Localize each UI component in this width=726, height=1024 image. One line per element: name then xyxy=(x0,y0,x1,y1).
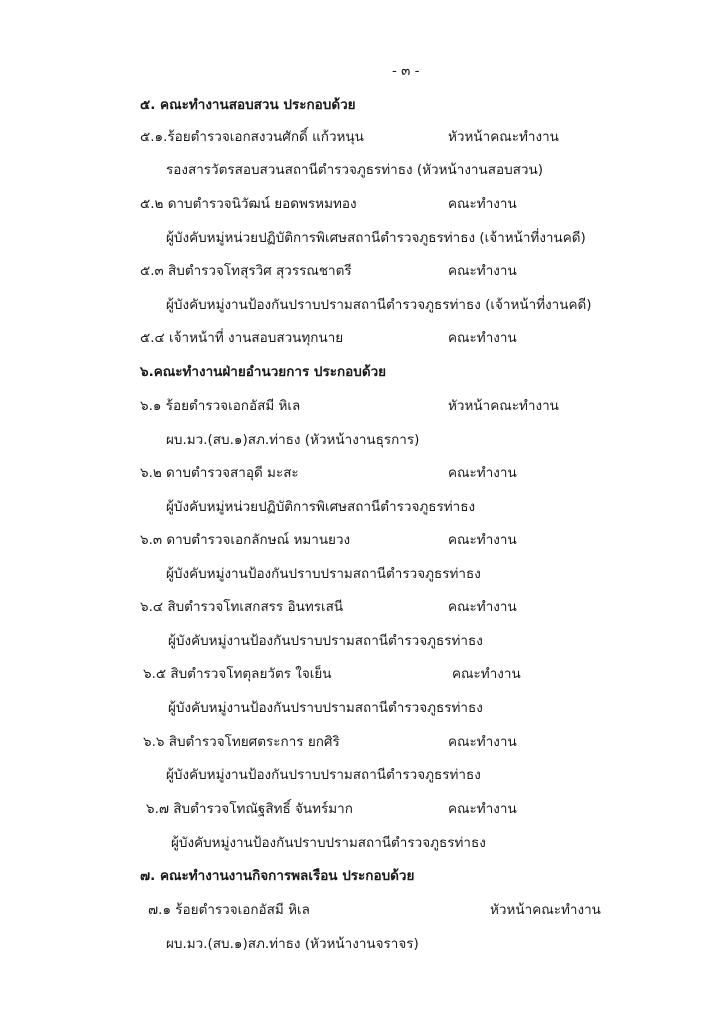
member-6-2-role: คณะทำงาน xyxy=(448,465,517,481)
member-6-4-position: ผู้บังคับหมู่งานป้องกันปราบปรามสถานีตำรวจภูธรท่าธง xyxy=(168,633,483,649)
member-6-6-name: ๖.๖ สิบตำรวจโทยศตระการ ยกศิริ xyxy=(143,734,340,750)
member-6-1-name: ๖.๑ ร้อยตำรวจเอกอัสมี หิเล xyxy=(140,398,301,414)
member-6-5-name: ๖.๕ สิบตำรวจโทตุลยวัตร ใจเย็น xyxy=(143,666,332,682)
section-6-heading: ๖.คณะทำงานฝ่ายอำนวยการ ประกอบด้วย xyxy=(140,364,387,380)
member-6-6-position: ผู้บังคับหมู่งานป้องกันปราบปรามสถานีตำรวจภูธรท่าธง xyxy=(166,767,481,783)
member-5-3-position: ผู้บังคับหมู่งานป้องกันปราบปรามสถานีตำรวจภูธรท่าธง (เจ้าหน้าที่งานคดี) xyxy=(166,297,592,313)
section-7-heading: ๗. คณะทำงานงานกิจการพลเรือน ประกอบด้วย xyxy=(140,868,415,884)
member-6-3-position: ผู้บังคับหมู่งานป้องกันปราบปรามสถานีตำรวจภูธรท่าธง xyxy=(166,566,481,582)
member-5-1-position: รองสารวัตรสอบสวนสถานีตำรวจภูธรท่าธง (หัวหน้างานสอบสวน) xyxy=(166,162,543,178)
member-7-1-position: ผบ.มว.(สบ.๑)สภ.ท่าธง (หัวหน้างานจราจร) xyxy=(166,936,419,952)
member-6-5-position: ผู้บังคับหมู่งานป้องกันปราบปรามสถานีตำรวจภูธรท่าธง xyxy=(168,700,483,716)
member-7-1-name: ๗.๑ ร้อยตำรวจเอกอัสมี หิเล xyxy=(148,902,310,918)
member-6-4-name: ๖.๔ สิบตำรวจโทเสกสรร อินทรเสนี xyxy=(140,599,344,615)
member-6-3-name: ๖.๓ ดาบตำรวจเอกลักษณ์ หมานยวง xyxy=(140,532,351,548)
member-6-3-role: คณะทำงาน xyxy=(448,532,517,548)
member-6-4-role: คณะทำงาน xyxy=(448,599,517,615)
member-5-2-position: ผู้บังคับหมู่หน่วยปฏิบัติการพิเศษสถานีตำรวจภูธรท่าธง (เจ้าหน้าที่งานคดี) xyxy=(166,230,586,246)
section-5-heading: ๕. คณะทำงานสอบสวน ประกอบด้วย xyxy=(140,97,356,113)
member-5-1-role: หัวหน้าคณะทำงาน xyxy=(448,129,559,145)
member-6-5-role: คณะทำงาน xyxy=(452,666,521,682)
member-5-3-role: คณะทำงาน xyxy=(448,263,517,279)
member-6-1-role: หัวหน้าคณะทำงาน xyxy=(448,398,559,414)
member-6-1-position: ผบ.มว.(สบ.๑)สภ.ท่าธง (หัวหน้างานธุรการ) xyxy=(166,432,420,448)
page-number: - ๓ - xyxy=(392,63,420,79)
member-6-7-name: ๖.๗ สิบตำรวจโทณัฐสิทธิ์ จันทร์มาก xyxy=(146,801,353,817)
member-5-1-name: ๕.๑.ร้อยตำรวจเอกสงวนศักดิ์ แก้วหนุน xyxy=(140,129,364,145)
member-7-1-role: หัวหน้าคณะทำงาน xyxy=(490,902,601,918)
member-5-4-name: ๕.๔ เจ้าหน้าที่ งานสอบสวนทุกนาย xyxy=(140,330,344,346)
member-5-2-name: ๕.๒ ดาบตำรวจนิวัฒน์ ยอดพรหมทอง xyxy=(140,196,357,212)
member-6-6-role: คณะทำงาน xyxy=(448,734,517,750)
member-5-2-role: คณะทำงาน xyxy=(448,196,517,212)
member-5-3-name: ๕.๓ สิบตำรวจโทสุรวิศ สุวรรณชาตรี xyxy=(140,263,352,279)
member-6-2-position: ผู้บังคับหมู่หน่วยปฏิบัติการพิเศษสถานีตำรวจภูธรท่าธง xyxy=(166,499,476,515)
member-6-7-role: คณะทำงาน xyxy=(448,801,517,817)
member-6-2-name: ๖.๒ ดาบตำรวจสาอุดี มะสะ xyxy=(140,465,299,481)
member-6-7-position: ผู้บังคับหมู่งานป้องกันปราบปรามสถานีตำรวจภูธรท่าธง xyxy=(171,835,486,851)
member-5-4-role: คณะทำงาน xyxy=(448,330,517,346)
